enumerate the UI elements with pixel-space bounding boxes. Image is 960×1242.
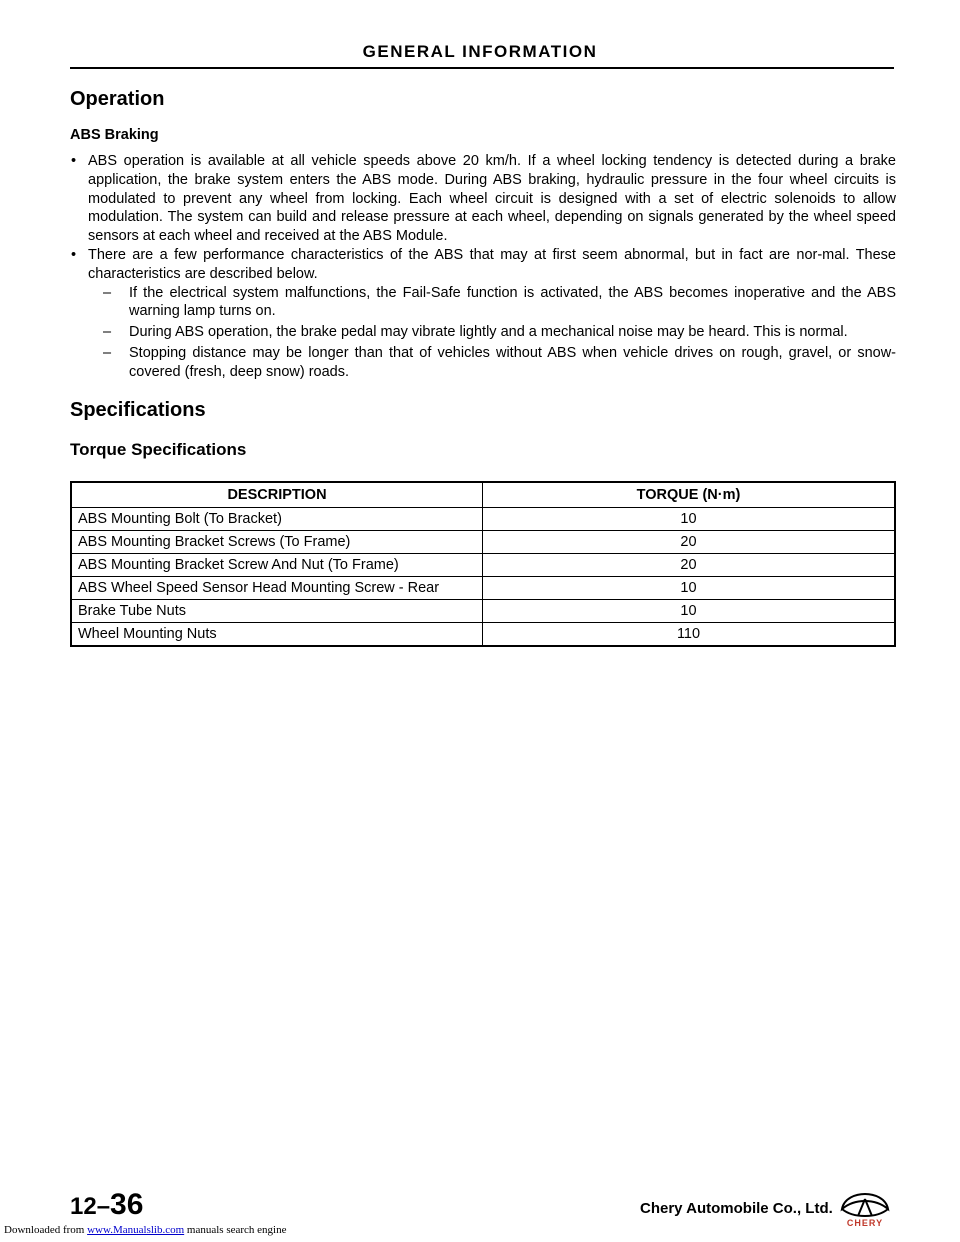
torque-cell: 10 <box>483 508 896 531</box>
table-row <box>71 577 895 600</box>
torque-cell: 10 <box>483 600 896 623</box>
operation-heading: Operation <box>70 88 165 110</box>
table-row <box>71 623 895 647</box>
description-cell: ABS Mounting Bracket Screws (To Frame) <box>71 531 483 554</box>
table-row <box>71 554 895 577</box>
description-cell: ABS Mounting Bolt (To Bracket) <box>71 508 483 531</box>
dash-item: – During ABS operation, the brake pedal may vibrate lightly and a mechanical noise may be heard. This is normal. <box>70 323 896 342</box>
download-attribution <box>4 1224 286 1236</box>
table-header-row <box>71 482 895 508</box>
company-name: Chery Automobile Co., Ltd. <box>640 1200 833 1217</box>
description-cell: ABS Mounting Bracket Screw And Nut (To Frame) <box>71 554 483 577</box>
description-cell: Wheel Mounting Nuts <box>71 623 483 647</box>
chery-logo-icon <box>834 1192 896 1228</box>
page-number <box>70 1188 143 1222</box>
table-row <box>71 531 895 554</box>
torque-cell: 20 <box>483 554 896 577</box>
bullet-item: • There are a few performance characteristics of the ABS that may at first seem abnormal, but in fact are nor-mal. These characteristics are described below. <box>70 246 896 284</box>
header-title: GENERAL INFORMATION <box>362 42 598 61</box>
manualslib-link[interactable]: www.Manualslib.com <box>87 1224 185 1236</box>
logo-text: CHERY <box>846 1218 884 1228</box>
abs-braking-subheading: ABS Braking <box>70 127 159 143</box>
dash-list <box>70 284 896 382</box>
bullet-item: • ABS operation is available at all vehicle speeds above 20 km/h. If a wheel locking tendency is detected during a brake application, the brake system enters the ABS mode. During ABS braking, hydraulic pressure in the four wheel circuits is modulated to prevent any wheel from locking. Each wheel circuit is designed with a set of electric solenoids to allow modulation. The system can build and release pressure at each wheel, depending on signals generated by the wheel speed sensors at each wheel and received at the ABS Module. <box>70 152 896 246</box>
description-cell: Brake Tube Nuts <box>71 600 483 623</box>
torque-cell: 20 <box>483 531 896 554</box>
torque-cell: 10 <box>483 577 896 600</box>
column-header-description: DESCRIPTION <box>71 482 483 508</box>
table-row <box>71 508 895 531</box>
column-header-torque: TORQUE (N·m) <box>483 482 896 508</box>
torque-cell: 110 <box>483 623 896 647</box>
operation-body <box>70 152 896 382</box>
table-row <box>71 600 895 623</box>
dash-item: – Stopping distance may be longer than that of vehicles without ABS when vehicle drives on rough, gravel, or snow-covered (fresh, deep snow) roads. <box>70 344 896 382</box>
dash-item: – If the electrical system malfunctions, the Fail-Safe function is activated, the ABS becomes inoperative and the ABS warning lamp turns on. <box>70 284 896 322</box>
header-rule <box>70 67 894 69</box>
torque-specifications-heading: Torque Specifications <box>70 440 247 459</box>
torque-table <box>70 481 896 647</box>
section-number: 12– <box>70 1193 111 1220</box>
download-suffix: manuals search engine <box>186 1224 287 1236</box>
description-cell: ABS Wheel Speed Sensor Head Mounting Screw - Rear <box>71 577 483 600</box>
specifications-heading: Specifications <box>70 399 206 421</box>
download-prefix: Downloaded from <box>4 1224 85 1236</box>
page-number-value: 36 <box>110 1188 144 1221</box>
